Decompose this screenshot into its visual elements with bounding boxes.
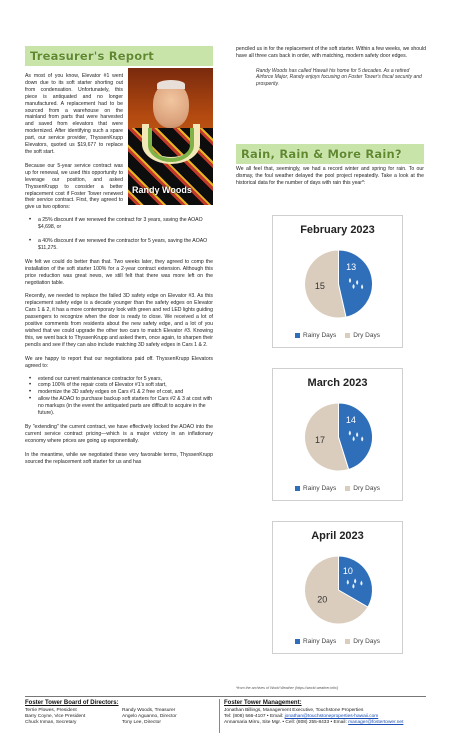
management-executive: Jonathan Billings, Management Executive, Touchstone Properties [224, 708, 364, 713]
chart-title: February 2023 [300, 224, 375, 236]
jonathan-email-link[interactable]: jonathan@touchstoneproperties-hawaii.com [284, 714, 379, 719]
footer-divider [219, 699, 220, 733]
treasurer-continuation: penciled us in for the replacement of the soft starter. Within a few weeks, we should have all three cars back in order, with matching, modern safety door edges. [236, 46, 426, 59]
chart-legend [273, 485, 402, 492]
legend-rainy: Rainy Days [295, 638, 336, 645]
board-member: Angelo Aguanno, Director [122, 714, 177, 719]
site-manager-contact-line: Annamaria Mirru, Site Mgr. • Cell: (808) 255-8433 • Email: manager@fostertower.net [224, 720, 404, 725]
treasurer-bio: Randy Woods has called Hawaii his home for 5 decades. As a retired Airforce Major, Randy enjoys focusing on Foster Tower's fiscal security and prosperity. [256, 67, 422, 87]
pie-chart-svg [273, 216, 404, 349]
treasurer-report-heading: Treasurer's Report [25, 46, 213, 66]
pie-chart-svg [273, 522, 404, 655]
rain-paragraph: We all feel that, seemingly, we had a record winter and spring for rain. To our dismay, the foul weather delayed the pool project repeatedly. Take a look at the historical data for the number of days with rain this year*: [236, 166, 424, 186]
list-item: • allow the AOAO to purchase backup soft starters for Cars #2 & 3 at cost with no markups (in the event the antiquated parts are difficult to acquire in the future). [25, 396, 213, 417]
pie-value-label-dry: 15 [314, 281, 325, 292]
treasurer-paragraph-2: Because our 5-year service contract was up for renewal, we used this opportunity to leverage our position, and asked ThyssenKrupp to consider a better replacement cost if Foster Tower renewed their service contract. First, they agreed to give us two options: [25, 162, 123, 211]
pie-value-label-dry: 17 [315, 434, 326, 445]
list-item: • a 25% discount if we renewed the contract for 3 years, saving the AOAO $4,698, or [25, 217, 213, 231]
legend-rainy: Rainy Days [295, 332, 336, 339]
board-member: Chuck Inman, Secretary [25, 720, 77, 725]
chart-title: March 2023 [307, 377, 368, 389]
legend-rainy: Rainy Days [295, 485, 336, 492]
treasurer-report-column [25, 46, 213, 691]
chart-title: April 2023 [311, 530, 364, 542]
rain-data-source-note: *from the archives of World Weather (https://world-weather.info/) [236, 686, 339, 690]
treasurer-paragraph-5: We are happy to report that our negotiations paid off. ThyssenKrupp Elevators agreed to: [25, 355, 213, 369]
legend-dry: Dry Days [345, 638, 380, 645]
rain-heading: Rain, Rain & More Rain? [236, 144, 424, 164]
list-item: • modernize the 3D safety edges on Cars #1 & 2 free of cost, and [25, 389, 213, 396]
chart-legend [273, 638, 402, 645]
management-heading: Foster Tower Management: [224, 700, 302, 706]
list-item: • extend our current maintenance contractor for 5 years, [25, 376, 213, 383]
list-item: • a 40% discount if we renewed the contractor for 5 years, saving the AOAO $11,275. [25, 238, 213, 252]
photo-lei-inner [148, 128, 194, 162]
photo-caption: Randy Woods [132, 185, 192, 195]
pie-chart-svg [273, 369, 404, 502]
chart-april [272, 521, 403, 654]
pie-value-label-dry: 20 [317, 594, 328, 605]
chart-march [272, 368, 403, 501]
randy-woods-photo [128, 68, 213, 205]
pie-value-label-rainy: 14 [345, 414, 356, 425]
treasurer-paragraph-1: As most of you know, Elevator #1 went down due to its soft starter shorting out from condensation. Unfortunately, this piece is antiquated and no longer manufactured. A replacement had to be sourced from a warehouse on the mainland from parts that were harvested and saved from elevators that were modernized. After identifying such a spare part, our service provider, ThyssenKrupp Elevators, quoted us $19,677 to replace the soft start. [25, 73, 123, 155]
pie-slice-rainy [339, 250, 373, 317]
manager-email-link[interactable]: manager@fostertower.net [348, 720, 404, 725]
board-member: Randy Woods, Treasurer [122, 708, 176, 713]
board-member: Terrie Plowes, President [25, 708, 77, 713]
agreed-terms-list [25, 376, 213, 417]
photo-hair [157, 80, 185, 89]
list-item: • comp 100% of the repair costs of Elevator #1's soft start, [25, 382, 213, 389]
legend-dry: Dry Days [345, 485, 380, 492]
board-members [25, 708, 215, 726]
management-contact-line: Tel: (808) 566-4107 • Email: jonathan@touchstoneproperties-hawaii.com [224, 714, 379, 719]
board-heading: Foster Tower Board of Directors: [25, 700, 119, 706]
footer [25, 696, 426, 734]
board-member: Barry Coyne, Vice President [25, 714, 86, 719]
pie-value-label-rainy: 10 [342, 566, 353, 577]
discount-options-list [25, 217, 213, 252]
board-of-directors [25, 700, 215, 726]
treasurer-paragraph-4: Recently, we needed to replace the failed 3D safety edge on Elevator #3. As this replacement safety edge is a decade younger than the safety edges on Elevator Cars 1 & 2, it has a more contemporary look with green and red LED lights guiding passengers to recognize when the door is ready to close. We received a lot of positive comments from residents about the new safety edge, and a lot of you wished that we could upgrade the other two cars to match Elevator #3. Knowing this, we went back to ThyssenKrupp and asked them, once again, to sharpen their pencils and see if they can also include matching 3D safety edges in Cars 1 & 2. [25, 293, 213, 348]
management-info [224, 700, 426, 726]
treasurer-paragraph-3: We felt we could do better than that. Two weeks later, they agreed to comp the installation of the soft starter 100% for a 2-year contract extension. Although this price reduction was great news, we still felt that there was more left on the negotiation table. [25, 258, 213, 286]
treasurer-paragraph-7: In the meantime, while we negotiated these very favorable terms, ThyssenKrupp sourced the replacement soft starter for us and has [25, 451, 213, 465]
legend-dry: Dry Days [345, 332, 380, 339]
treasurer-paragraph-6: By "extending" the current contract, we have effectively locked the AOAO into the current service contract pricing—which is a major victory in an inflationary economy where prices are going up exponentially. [25, 423, 213, 444]
chart-february [272, 215, 403, 348]
board-member: Tony Lee, Director [122, 720, 161, 725]
chart-legend [273, 332, 402, 339]
pie-value-label-rainy: 13 [346, 262, 357, 273]
